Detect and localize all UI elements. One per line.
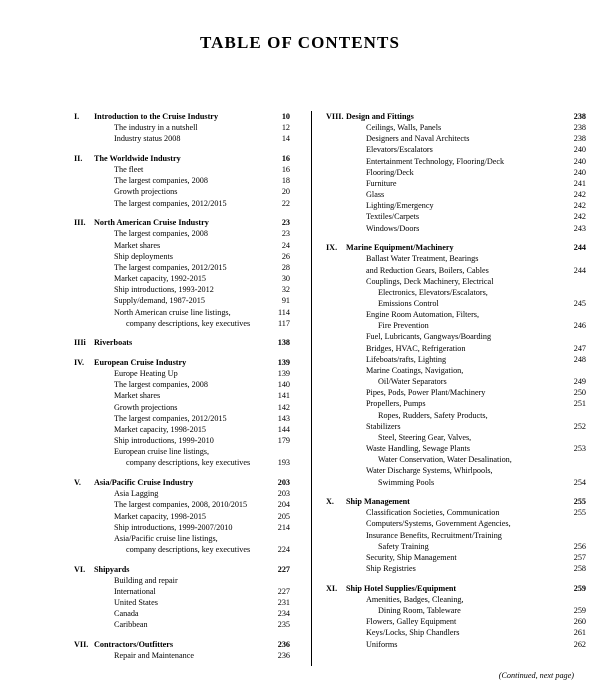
toc-sub-entry[interactable] [74,262,290,273]
toc-entry-label: Ballast Water Treatment, Bearings [366,254,479,264]
toc-entry-label: Amenities, Badges, Cleaning, [366,594,464,604]
toc-entry-page: 246 [573,321,586,331]
toc-sub-entry[interactable] [74,251,290,262]
toc-sub-entry[interactable] [74,488,290,499]
toc-right-column [300,111,600,671]
toc-entry-page: 91 [281,296,290,306]
toc-entry-label: Ship deployments [114,251,173,261]
toc-sub-entry[interactable] [326,211,586,222]
toc-entry-page: 241 [573,178,586,188]
toc-sub-entry[interactable] [74,608,290,619]
toc-sub-entry[interactable] [74,240,290,251]
toc-entry-label: Ship Registries [366,564,416,574]
toc-entry-label: Flowers, Galley Equipment [366,617,457,627]
toc-entry-page: 236 [277,640,290,650]
toc-sub-entry[interactable] [74,198,290,209]
toc-entry-label: Growth projections [114,187,178,197]
toc-entry-label: Lighting/Emergency [366,201,434,211]
toc-entry-label: Ship introductions, 1999-2010 [114,436,214,446]
toc-entry-label: Asia/Pacific Cruise Industry [94,478,194,488]
toc-chapter-entry[interactable] [74,477,290,488]
toc-sub-entry[interactable] [326,421,586,432]
toc-entry-label: The industry in a nutshell [114,123,198,133]
toc-sub-entry[interactable] [74,284,290,295]
toc-sub-entry[interactable] [74,122,290,133]
toc-chapter-entry[interactable] [74,217,290,228]
toc-entry-label: Industry status 2008 [114,134,181,144]
toc-entry-page: 255 [573,508,586,518]
toc-chapter-entry[interactable] [74,337,290,348]
toc-entry-page: 255 [573,497,586,507]
toc-entry-label: Fire Prevention [378,321,429,331]
toc-sub-entry[interactable] [326,518,586,529]
toc-entry-label: Waste Handling, Sewage Plants [366,444,470,454]
continued-note: (Continued, next page) [498,671,574,680]
toc-entry-page: 243 [573,223,586,233]
toc-entry-label: Lifeboats/rafts, Lighting [366,354,447,364]
toc-sub-entry[interactable] [74,522,290,533]
toc-entry-page: 245 [573,299,586,308]
toc-sub-entry[interactable] [74,424,290,435]
toc-sub-entry[interactable] [326,365,586,376]
toc-sub-entry[interactable] [74,619,290,630]
toc-entry-page: 257 [573,552,586,562]
toc-sub-entry[interactable] [326,563,586,574]
toc-entry-page: 26 [281,251,290,261]
toc-entry-number: II. [74,153,83,163]
toc-entry-page: 262 [573,639,586,649]
toc-entry-page: 139 [277,357,290,367]
toc-entry-label: North American Cruise Industry [94,218,209,228]
toc-entry-label: Keys/Locks, Ship Chandlers [366,628,460,638]
toc-entry-label: Asia/Pacific cruise line listings, [114,533,218,543]
toc-entry-label: Contractors/Outfitters [94,640,174,650]
toc-entry-label: Insurance Benefits, Recruitment/Training [366,530,502,540]
toc-sub-entry[interactable] [326,594,586,605]
toc-sub-entry[interactable] [74,544,290,555]
toc-entry-page: 23 [281,218,290,228]
toc-entry-page: 141 [277,391,290,401]
toc-sub-entry[interactable] [326,287,586,298]
toc-entry-label: Supply/demand, 1987-2015 [114,296,205,306]
toc-entry-page: 24 [281,240,290,250]
toc-entry-label: The largest companies, 2008 [114,176,208,186]
toc-sub-entry[interactable] [74,533,290,544]
toc-sub-entry[interactable] [74,511,290,522]
toc-entry-label: Europe Heating Up [114,369,178,379]
toc-sub-entry[interactable] [326,627,586,638]
toc-entry-page: 16 [281,153,290,163]
toc-entry-label: North American cruise line listings, [114,307,231,317]
toc-entry-label: Ceilings, Walls, Panels [366,123,442,133]
toc-sub-entry[interactable] [74,228,290,239]
toc-entry-page: 259 [573,606,586,616]
toc-sub-entry[interactable] [326,398,586,409]
toc-entry-page: 235 [277,620,290,630]
toc-sub-entry[interactable] [326,605,586,616]
toc-sub-entry[interactable] [74,368,290,379]
toc-entry-number: V. [74,478,81,488]
toc-entry-page: 240 [573,167,586,177]
toc-entry-label: Furniture [366,178,397,188]
toc-sub-entry[interactable] [326,331,586,342]
toc-entry-label: Market shares [114,240,161,250]
toc-entry-label: Shipyards [94,564,130,574]
toc-columns [0,111,600,671]
toc-sub-entry[interactable] [326,309,586,320]
toc-chapter-entry[interactable] [74,564,290,575]
toc-entry-page: 114 [278,307,290,317]
toc-sub-entry[interactable] [74,586,290,597]
toc-entry-page: 23 [281,229,290,239]
toc-entry-label: The largest companies, 2008 [114,380,208,390]
toc-entry-label: The largest companies, 2008, 2010/2015 [114,500,248,510]
toc-entry-page: 244 [573,265,586,275]
toc-entry-number: X. [326,497,334,507]
toc-entry-label: Caribbean [114,620,148,630]
toc-sub-entry[interactable] [326,178,586,189]
toc-entry-page: 14 [281,134,290,144]
toc-entry-label: Riverboats [94,338,133,348]
toc-sub-entry[interactable] [326,298,586,309]
toc-entry-label: Water Discharge Systems, Whirlpools, [366,466,493,476]
toc-chapter-entry[interactable] [74,639,290,650]
toc-sub-entry[interactable] [326,189,586,200]
toc-sub-entry[interactable] [326,530,586,541]
toc-entry-page: 22 [281,198,290,208]
toc-entry-label: Designers and Naval Architects [366,134,470,144]
toc-entry-page: 205 [277,511,290,521]
toc-entry-label: Market capacity, 1992-2015 [114,274,207,284]
toc-entry-label: Swimming Pools [378,477,435,487]
toc-sub-entry[interactable] [74,435,290,446]
toc-entry-label: The Worldwide Industry [94,153,181,163]
toc-sub-entry[interactable] [326,443,586,454]
toc-entry-number: I. [74,112,80,121]
toc-entry-label: The largest companies, 2012/2015 [114,262,227,272]
toc-sub-entry[interactable] [326,465,586,476]
toc-page [0,33,600,688]
toc-entry-page: 224 [277,544,290,554]
toc-sub-entry[interactable] [74,446,290,457]
toc-sub-entry[interactable] [326,639,586,650]
toc-entry-label: Repair and Maintenance [114,651,195,661]
toc-entry-page: 12 [281,123,290,133]
toc-entry-label: Pipes, Pods, Power Plant/Machinery [366,388,486,398]
toc-entry-label: Marine Coatings, Navigation, [366,365,464,375]
toc-sub-entry[interactable] [74,390,290,401]
toc-entry-label: Market shares [114,391,161,401]
toc-sub-entry[interactable] [326,133,586,144]
toc-entry-label: Emissions Control [378,299,439,308]
toc-entry-page: 242 [573,190,586,200]
toc-chapter-entry[interactable] [326,242,586,253]
toc-entry-page: 203 [277,478,290,488]
toc-entry-page: 238 [573,112,586,121]
toc-entry-number: VII. [74,640,89,650]
toc-sub-entry[interactable] [326,253,586,264]
toc-entry-label: Water Conservation, Water Desalination, [378,455,512,465]
toc-entry-label: Stabilizers [366,421,401,431]
toc-entry-label: The fleet [114,165,144,175]
toc-entry-label: Dining Room, Tableware [378,606,461,616]
toc-entry-label: Marine Equipment/Machinery [346,243,454,253]
toc-entry-page: 249 [573,377,586,387]
toc-sub-entry[interactable] [326,320,586,331]
toc-chapter-entry[interactable] [74,357,290,368]
toc-entry-page: 30 [281,274,290,284]
toc-entry-number: IX. [326,243,338,253]
toc-entry-label: Building and repair [114,575,178,585]
toc-sub-entry[interactable] [74,318,290,329]
toc-entry-label: Security, Ship Management [366,552,457,562]
toc-sub-entry[interactable] [74,413,290,424]
toc-entry-label: Engine Room Automation, Filters, [366,310,480,320]
toc-entry-page: 242 [573,212,586,222]
toc-sub-entry[interactable] [74,457,290,468]
toc-entry-page: 227 [277,564,290,574]
toc-sub-entry[interactable] [74,164,290,175]
toc-entry-page: 28 [281,262,290,272]
toc-sub-entry[interactable] [326,200,586,211]
toc-sub-entry[interactable] [326,354,586,365]
toc-sub-entry[interactable] [74,379,290,390]
toc-entry-label: United States [114,598,158,608]
toc-entry-page: 251 [573,399,586,409]
toc-entry-label: Ship Management [346,497,410,507]
toc-sub-entry[interactable] [326,454,586,465]
toc-chapter-entry[interactable] [326,496,586,507]
toc-entry-label: Electronics, Elevators/Escalators, [378,287,488,297]
toc-entry-page: 238 [573,134,586,144]
toc-entry-label: Ship introductions, 1999-2007/2010 [114,522,233,532]
toc-entry-label: Market capacity, 1998-2015 [114,511,207,521]
toc-chapter-entry[interactable] [326,111,586,122]
toc-entry-page: 32 [281,285,290,295]
toc-sub-entry[interactable] [326,376,586,387]
toc-entry-label: Ropes, Rudders, Safety Products, [378,410,488,420]
toc-entry-label: International [114,586,156,596]
toc-entry-label: Textiles/Carpets [366,212,420,222]
toc-entry-page: 203 [277,489,290,499]
toc-entry-label: Design and Fittings [346,112,414,121]
toc-entry-page: 193 [277,458,290,468]
toc-entry-page: 16 [281,165,290,175]
toc-entry-label: company descriptions, key executives [126,544,251,554]
toc-entry-page: 142 [277,402,290,412]
toc-entry-label: Fuel, Lubricants, Gangways/Boarding [366,332,492,342]
toc-entry-label: The largest companies, 2012/2015 [114,198,227,208]
toc-entry-label: and Reduction Gears, Boilers, Cables [366,265,489,275]
toc-sub-entry[interactable] [326,616,586,627]
toc-entry-label: Propellers, Pumps [366,399,426,409]
toc-entry-label: Bridges, HVAC, Refrigeration [366,343,466,353]
toc-sub-entry[interactable] [326,144,586,155]
toc-entry-label: The largest companies, 2012/2015 [114,413,227,423]
toc-entry-page: 179 [277,436,290,446]
toc-entry-page: 256 [573,541,586,551]
toc-entry-page: 214 [277,522,290,532]
toc-entry-page: 260 [573,617,586,627]
toc-sub-entry[interactable] [326,552,586,563]
toc-entry-label: company descriptions, key executives [126,318,251,328]
toc-entry-page: 139 [277,369,290,379]
toc-entry-label: Flooring/Deck [366,167,414,177]
toc-entry-label: Entertainment Technology, Flooring/Deck [366,156,505,166]
toc-sub-entry[interactable] [74,295,290,306]
toc-entry-label: The largest companies, 2008 [114,229,208,239]
toc-chapter-entry[interactable] [74,153,290,164]
toc-entry-page: 240 [573,145,586,155]
toc-sub-entry[interactable] [326,223,586,234]
toc-sub-entry[interactable] [74,650,290,661]
toc-entry-page: 18 [281,176,290,186]
toc-entry-page: 259 [573,583,586,593]
toc-entry-page: 227 [277,586,290,596]
toc-entry-label: Steel, Steering Gear, Valves, [378,432,472,442]
toc-left-column [0,111,300,671]
toc-sub-entry[interactable] [326,276,586,287]
toc-sub-entry[interactable] [326,387,586,398]
toc-entry-page: 140 [277,380,290,390]
toc-sub-entry[interactable] [326,541,586,552]
toc-entry-number: III. [74,218,86,228]
toc-entry-label: Ship introductions, 1993-2012 [114,285,214,295]
toc-sub-entry[interactable] [326,477,586,488]
toc-chapter-entry[interactable] [74,111,290,122]
page-title: TABLE OF CONTENTS [199,33,401,52]
toc-sub-entry[interactable] [74,402,290,413]
toc-entry-page: 10 [281,112,290,121]
toc-entry-page: 144 [277,424,290,434]
toc-entry-page: 234 [277,609,290,619]
toc-entry-label: Computers/Systems, Government Agencies, [366,519,511,529]
toc-sub-entry[interactable] [326,507,586,518]
toc-sub-entry[interactable] [74,575,290,586]
toc-sub-entry[interactable] [326,410,586,421]
toc-entry-number: IV. [74,357,85,367]
toc-entry-label: Canada [114,609,139,619]
toc-entry-page: 240 [573,156,586,166]
toc-entry-label: company descriptions, key executives [126,458,251,468]
toc-sub-entry[interactable] [326,343,586,354]
toc-entry-page: 242 [573,201,586,211]
toc-entry-page: 236 [277,651,290,661]
toc-sub-entry[interactable] [74,307,290,318]
toc-entry-label: European cruise line listings, [114,447,210,457]
toc-chapter-entry[interactable] [326,583,586,594]
toc-entry-label: Growth projections [114,402,178,412]
toc-entry-number: VIII. [326,112,344,121]
toc-entry-label: Asia Lagging [114,489,159,499]
toc-entry-page: 138 [277,338,290,348]
toc-entry-label: Safety Training [378,541,429,551]
toc-entry-label: European Cruise Industry [94,357,187,367]
toc-entry-label: Classification Societies, Communication [366,508,500,518]
toc-entry-page: 231 [277,598,290,608]
toc-entry-page: 250 [573,388,586,398]
toc-sub-entry[interactable] [74,273,290,284]
toc-sub-entry[interactable] [74,133,290,144]
toc-entry-label: Market capacity, 1998-2015 [114,424,207,434]
toc-entry-page: 204 [277,500,290,510]
toc-entry-label: Ship Hotel Supplies/Equipment [346,583,457,593]
toc-entry-label: Windows/Doors [366,223,420,233]
toc-entry-number: XI. [326,583,338,593]
toc-sub-entry[interactable] [74,175,290,186]
toc-entry-label: Glass [366,190,385,200]
toc-entry-page: 238 [573,123,586,133]
toc-entry-label: Couplings, Deck Machinery, Electrical [366,276,494,286]
toc-entry-page: 247 [573,343,586,353]
toc-entry-label: Uniforms [366,639,398,649]
toc-sub-entry[interactable] [326,167,586,178]
toc-sub-entry[interactable] [326,432,586,443]
toc-entry-page: 244 [573,243,586,253]
toc-entry-label: Elevators/Escalators [366,145,433,155]
toc-entry-number: VI. [74,564,86,574]
toc-entry-page: 117 [278,318,290,328]
toc-sub-entry[interactable] [326,265,586,276]
toc-sub-entry[interactable] [74,499,290,510]
toc-entry-number: IIIi [74,338,86,348]
toc-entry-page: 143 [277,413,290,423]
toc-entry-page: 258 [573,564,586,574]
toc-entry-page: 248 [573,354,586,364]
toc-entry-page: 252 [573,421,586,431]
toc-entry-page: 254 [573,477,586,487]
toc-entry-label: Introduction to the Cruise Industry [94,112,219,121]
toc-entry-page: 20 [281,187,290,197]
toc-entry-page: 261 [573,628,586,638]
toc-entry-label: Oil/Water Separators [378,377,447,387]
toc-entry-page: 253 [573,444,586,454]
toc-sub-entry[interactable] [326,122,586,133]
toc-sub-entry[interactable] [74,597,290,608]
toc-sub-entry[interactable] [326,156,586,167]
toc-sub-entry[interactable] [74,186,290,197]
